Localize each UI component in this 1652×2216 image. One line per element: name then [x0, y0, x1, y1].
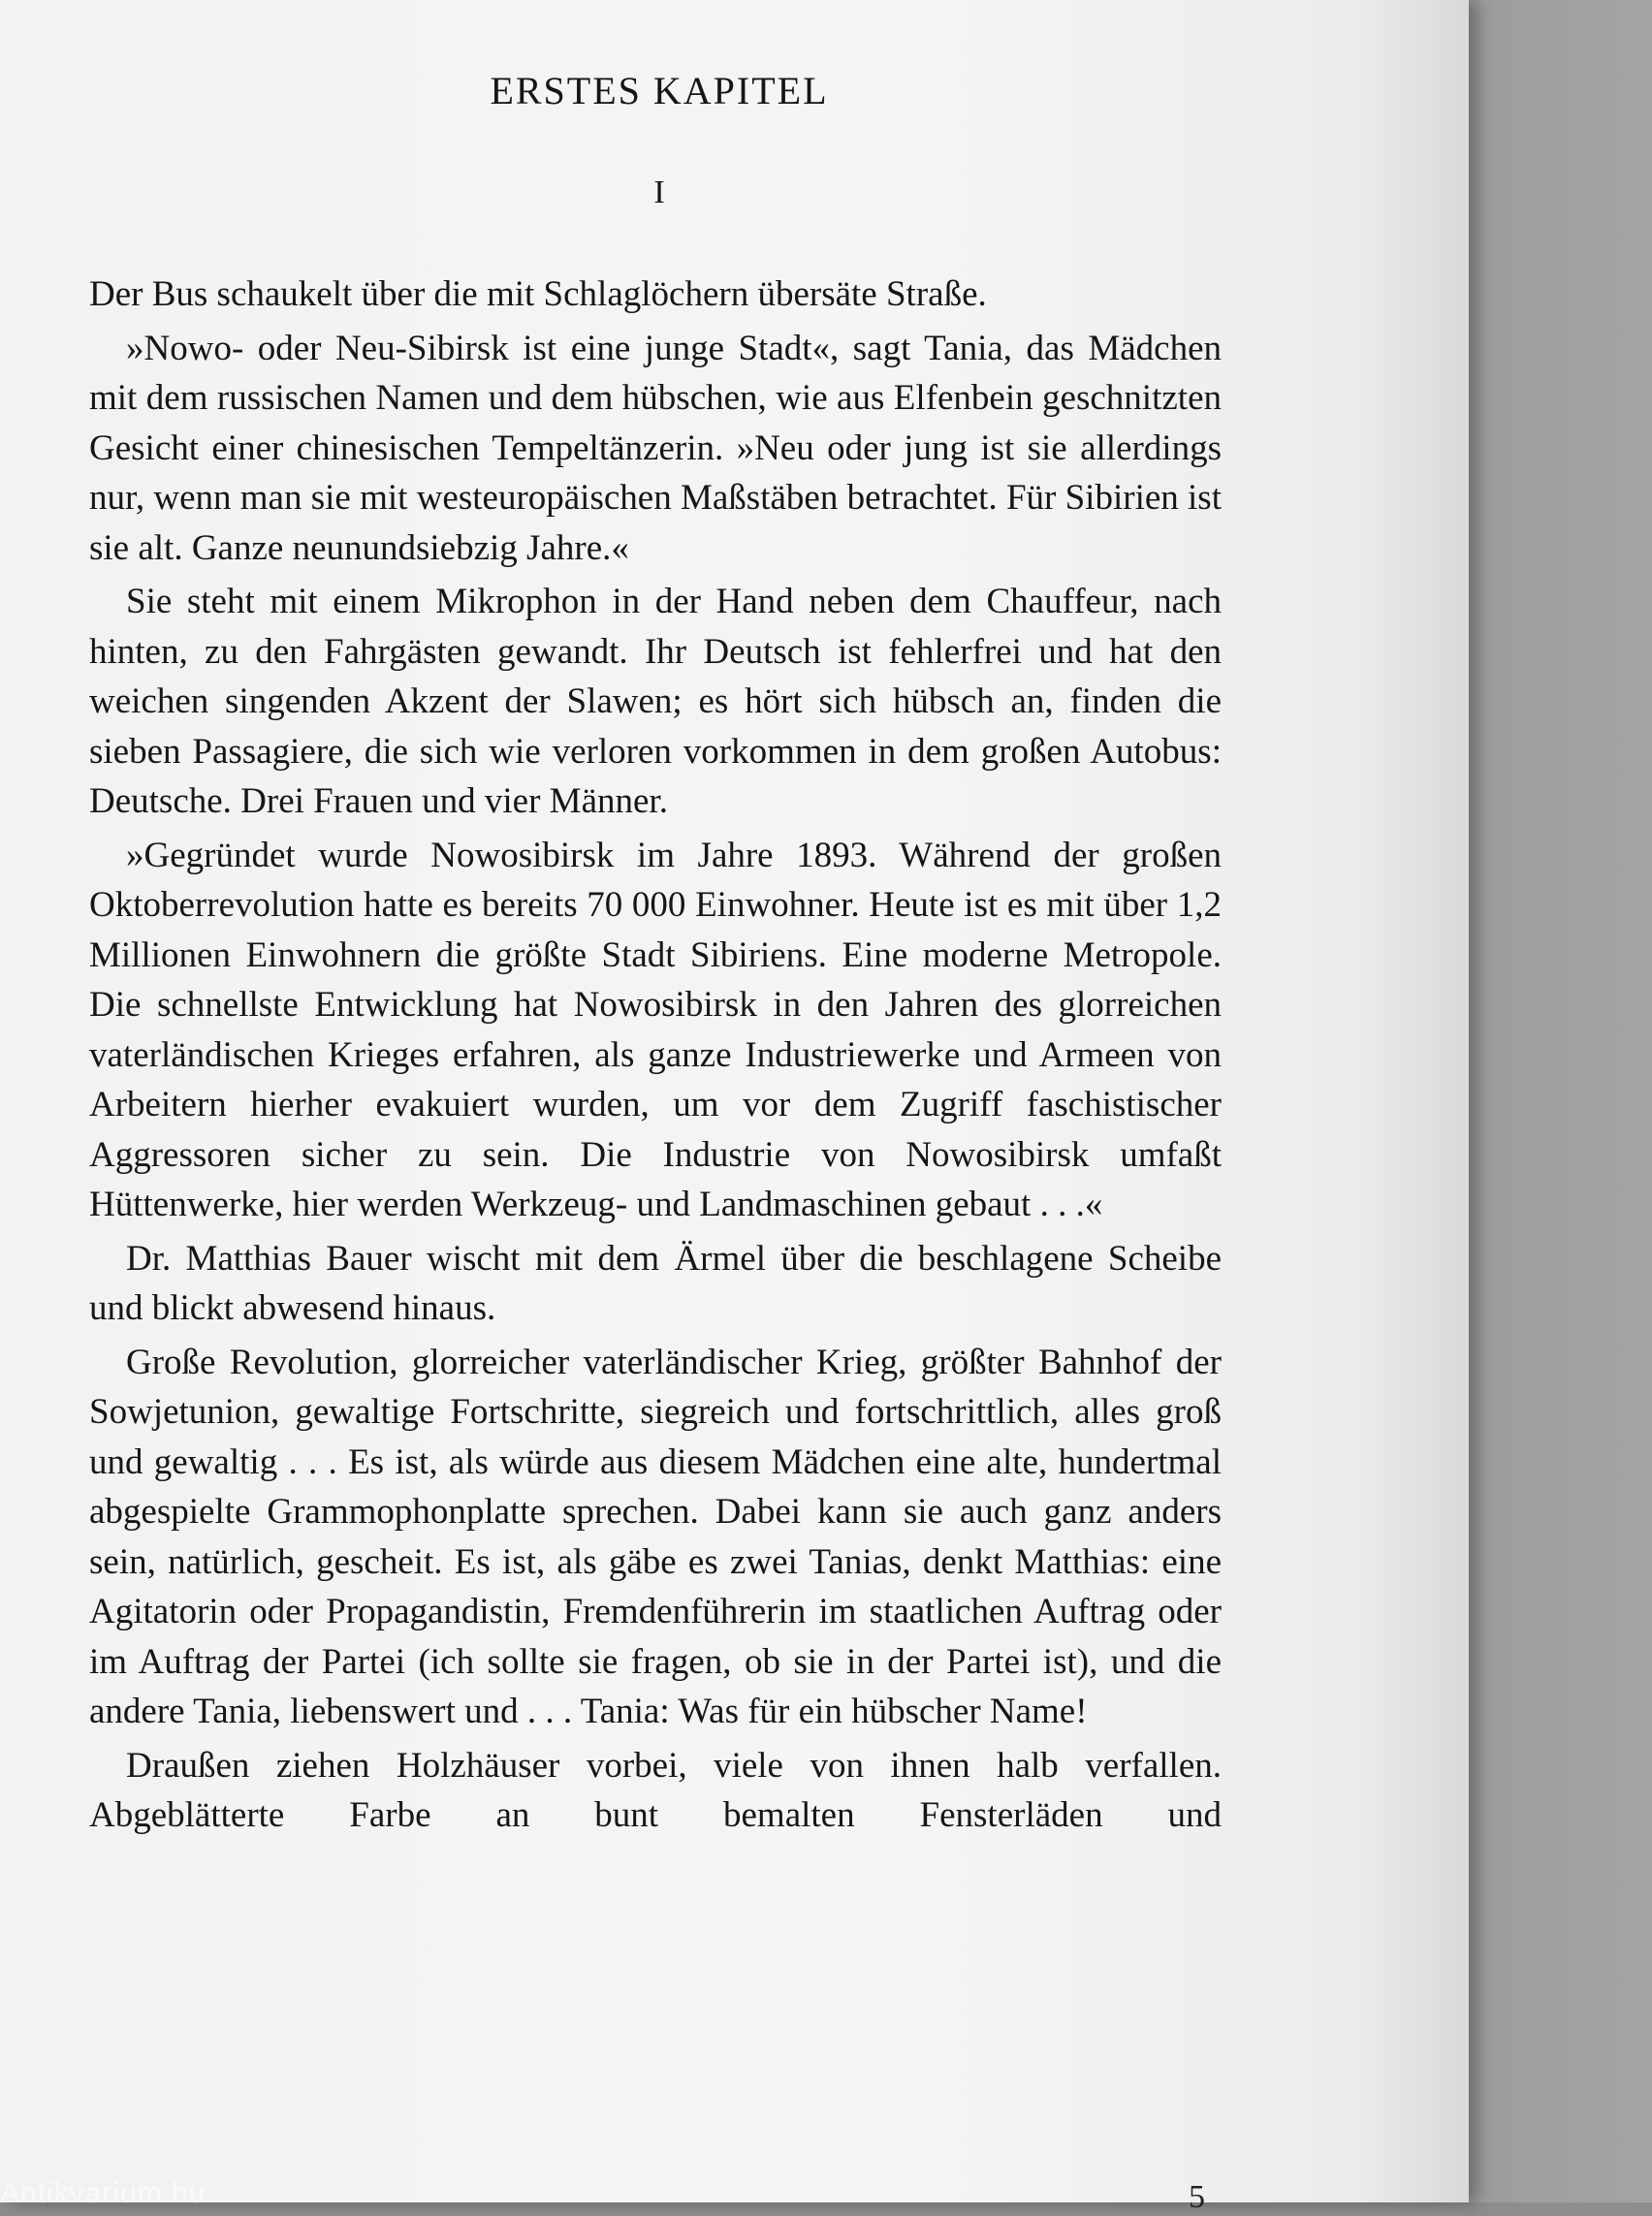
section-number: I: [653, 174, 665, 210]
body-text: [89, 269, 1222, 1845]
chapter-title: ERSTES KAPITEL: [490, 69, 829, 112]
paragraph-2: »Nowo- oder Neu-Sibirsk ist eine junge Stadt«, sagt Tania, das Mädchen mit dem russischen Namen und dem hübschen, wie aus Elfenbein geschnitzten Gesicht einer chinesischen Tempeltänzerin. »Neu oder jung ist sie allerdings nur, wenn man sie mit westeuropäischen Maßstäben betrachtet. Für Sibirien ist sie alt. Ganze neunundsiebzig Jahre.«: [89, 328, 1222, 568]
paragraph-4: »Gegründet wurde Nowosibirsk im Jahre 1893. Während der großen Oktoberrevolution hatte es bereits 70 000 Einwohner. Heute ist es mit über 1,2 Millionen Einwohnern die größte Stadt Sibiriens. Eine moderne Metropole. Die schnellste Entwicklung hat Nowosibirsk in den Jahren des glorreichen vaterländischen Krieges erfahren, als ganze Industriewerke und Armeen von Arbeitern hierher evakuiert wurden, um vor dem Zugriff faschistischer Aggressoren sicher zu sein. Die Industrie von Nowosibirsk umfaßt Hüttenwerke, hier werden Werkzeug- und Landmaschinen gebaut . . .«: [89, 835, 1222, 1224]
paragraph-3: Sie steht mit einem Mikrophon in der Hand neben dem Chauffeur, nach hinten, zu den Fahrgästen gewandt. Ihr Deutsch ist fehlerfrei und hat den weichen singenden Akzent der Slawen; es hört sich hübsch an, finden die sieben Passagiere, die sich wie verloren vorkommen in dem großen Autobus: Deutsche. Drei Frauen und vier Männer.: [89, 582, 1222, 821]
paragraph-1: Der Bus schaukelt über die mit Schlaglöchern übersäte Straße.: [89, 274, 987, 314]
page-number: 5: [1189, 2179, 1205, 2215]
paragraph-6: Große Revolution, glorreicher vaterländischer Krieg, größter Bahnhof der Sowjetunion, gewaltige Fortschritte, siegreich und fortschrittlich, alles groß und gewaltig . . . Es ist, als würde aus diesem Mädchen eine alte, hundertmal abgespielte Grammophonplatte sprechen. Dabei kann sie auch ganz anders sein, natürlich, gescheit. Es ist, als gäbe es zwei Tanias, denkt Matthias: eine Agitatorin oder Propagandistin, Fremdenführerin im staatlichen Auftrag oder im Auftrag der Partei (ich sollte sie fragen, ob sie in der Partei ist), und die andere Tania, liebenswert und . . . Tania: Was für ein hübscher Name!: [89, 1342, 1222, 1731]
watermark-text: Antikvarium.hu: [0, 2177, 206, 2209]
paragraph-5: Dr. Matthias Bauer wischt mit dem Ärmel über die beschlagene Scheibe und blickt abwesend hinaus.: [89, 1238, 1222, 1328]
paragraph-7: Draußen ziehen Holzhäuser vorbei, viele von ihnen halb verfallen. Abgeblätterte Farbe an bunt bemalten Fensterläden und: [89, 1745, 1222, 1835]
